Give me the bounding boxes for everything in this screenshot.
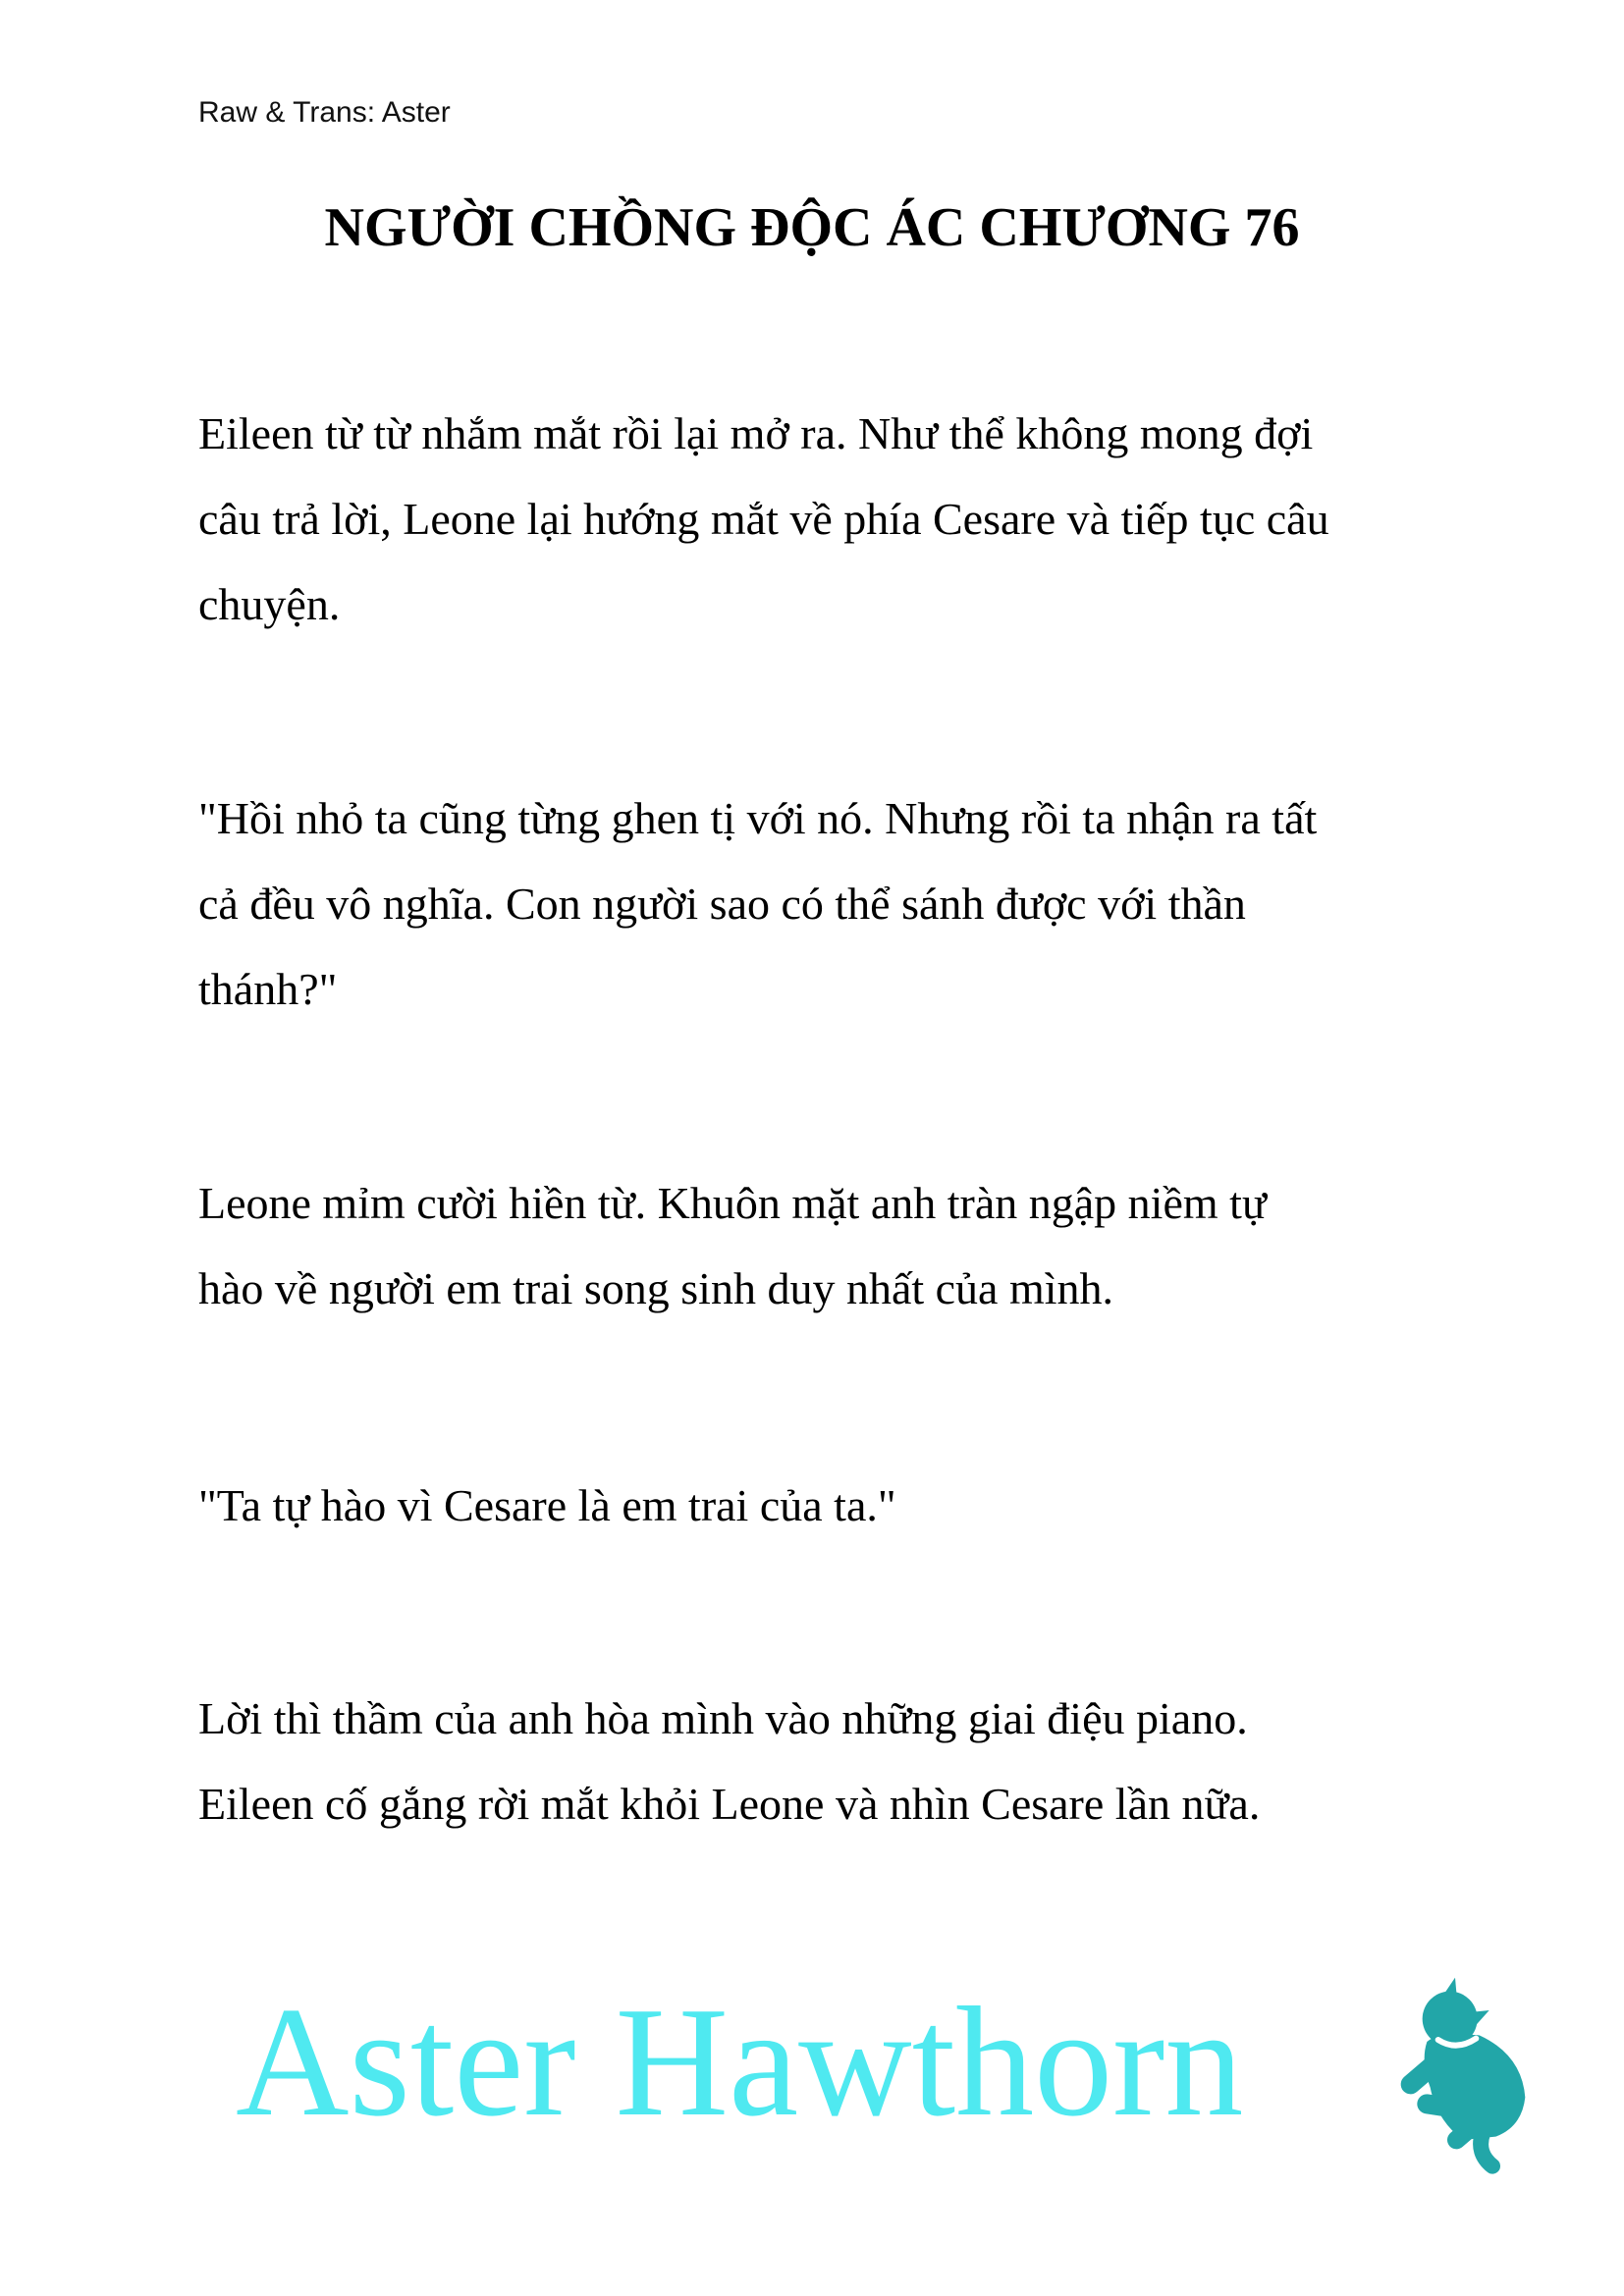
text-line: cả đều vô nghĩa. Con người sao có thể sánh được với thần [198,879,1246,929]
text-line: chuyện. [198,579,341,629]
text-line: Leone mỉm cười hiền từ. Khuôn mặt anh tràn ngập niềm tự [198,1178,1267,1228]
text-line: "Hồi nhỏ ta cũng từng ghen tị với nó. Nhưng rồi ta nhận ra tất [198,793,1318,843]
paragraph-4 [198,1463,896,1548]
watermark-text: Aster Hawthorn [236,1974,1244,2149]
paragraph-1 [198,391,1329,647]
text-line: Eileen cố gắng rời mắt khỏi Leone và nhìn Cesare lần nữa. [198,1779,1261,1829]
text-line: câu trả lời, Leone lại hướng mắt về phía Cesare và tiếp tục câu [198,494,1329,544]
cat-logo-icon [1365,1944,1561,2179]
paragraph-3 [198,1160,1267,1331]
text-line: thánh?" [198,964,338,1014]
text-line: "Ta tự hào vì Cesare là em trai của ta." [198,1480,896,1530]
paragraph-5 [198,1676,1260,1846]
chapter-title: NGƯỜI CHỒNG ĐỘC ÁC CHƯƠNG 76 [324,197,1300,258]
paragraph-2 [198,775,1317,1032]
text-line: hào về người em trai song sinh duy nhất của mình. [198,1263,1114,1313]
translator-credit: Raw & Trans: Aster [198,96,451,129]
text-line: Lời thì thầm của anh hòa mình vào những giai điệu piano. [198,1693,1248,1743]
text-line: Eileen từ từ nhắm mắt rồi lại mở ra. Như thể không mong đợi [198,408,1314,458]
